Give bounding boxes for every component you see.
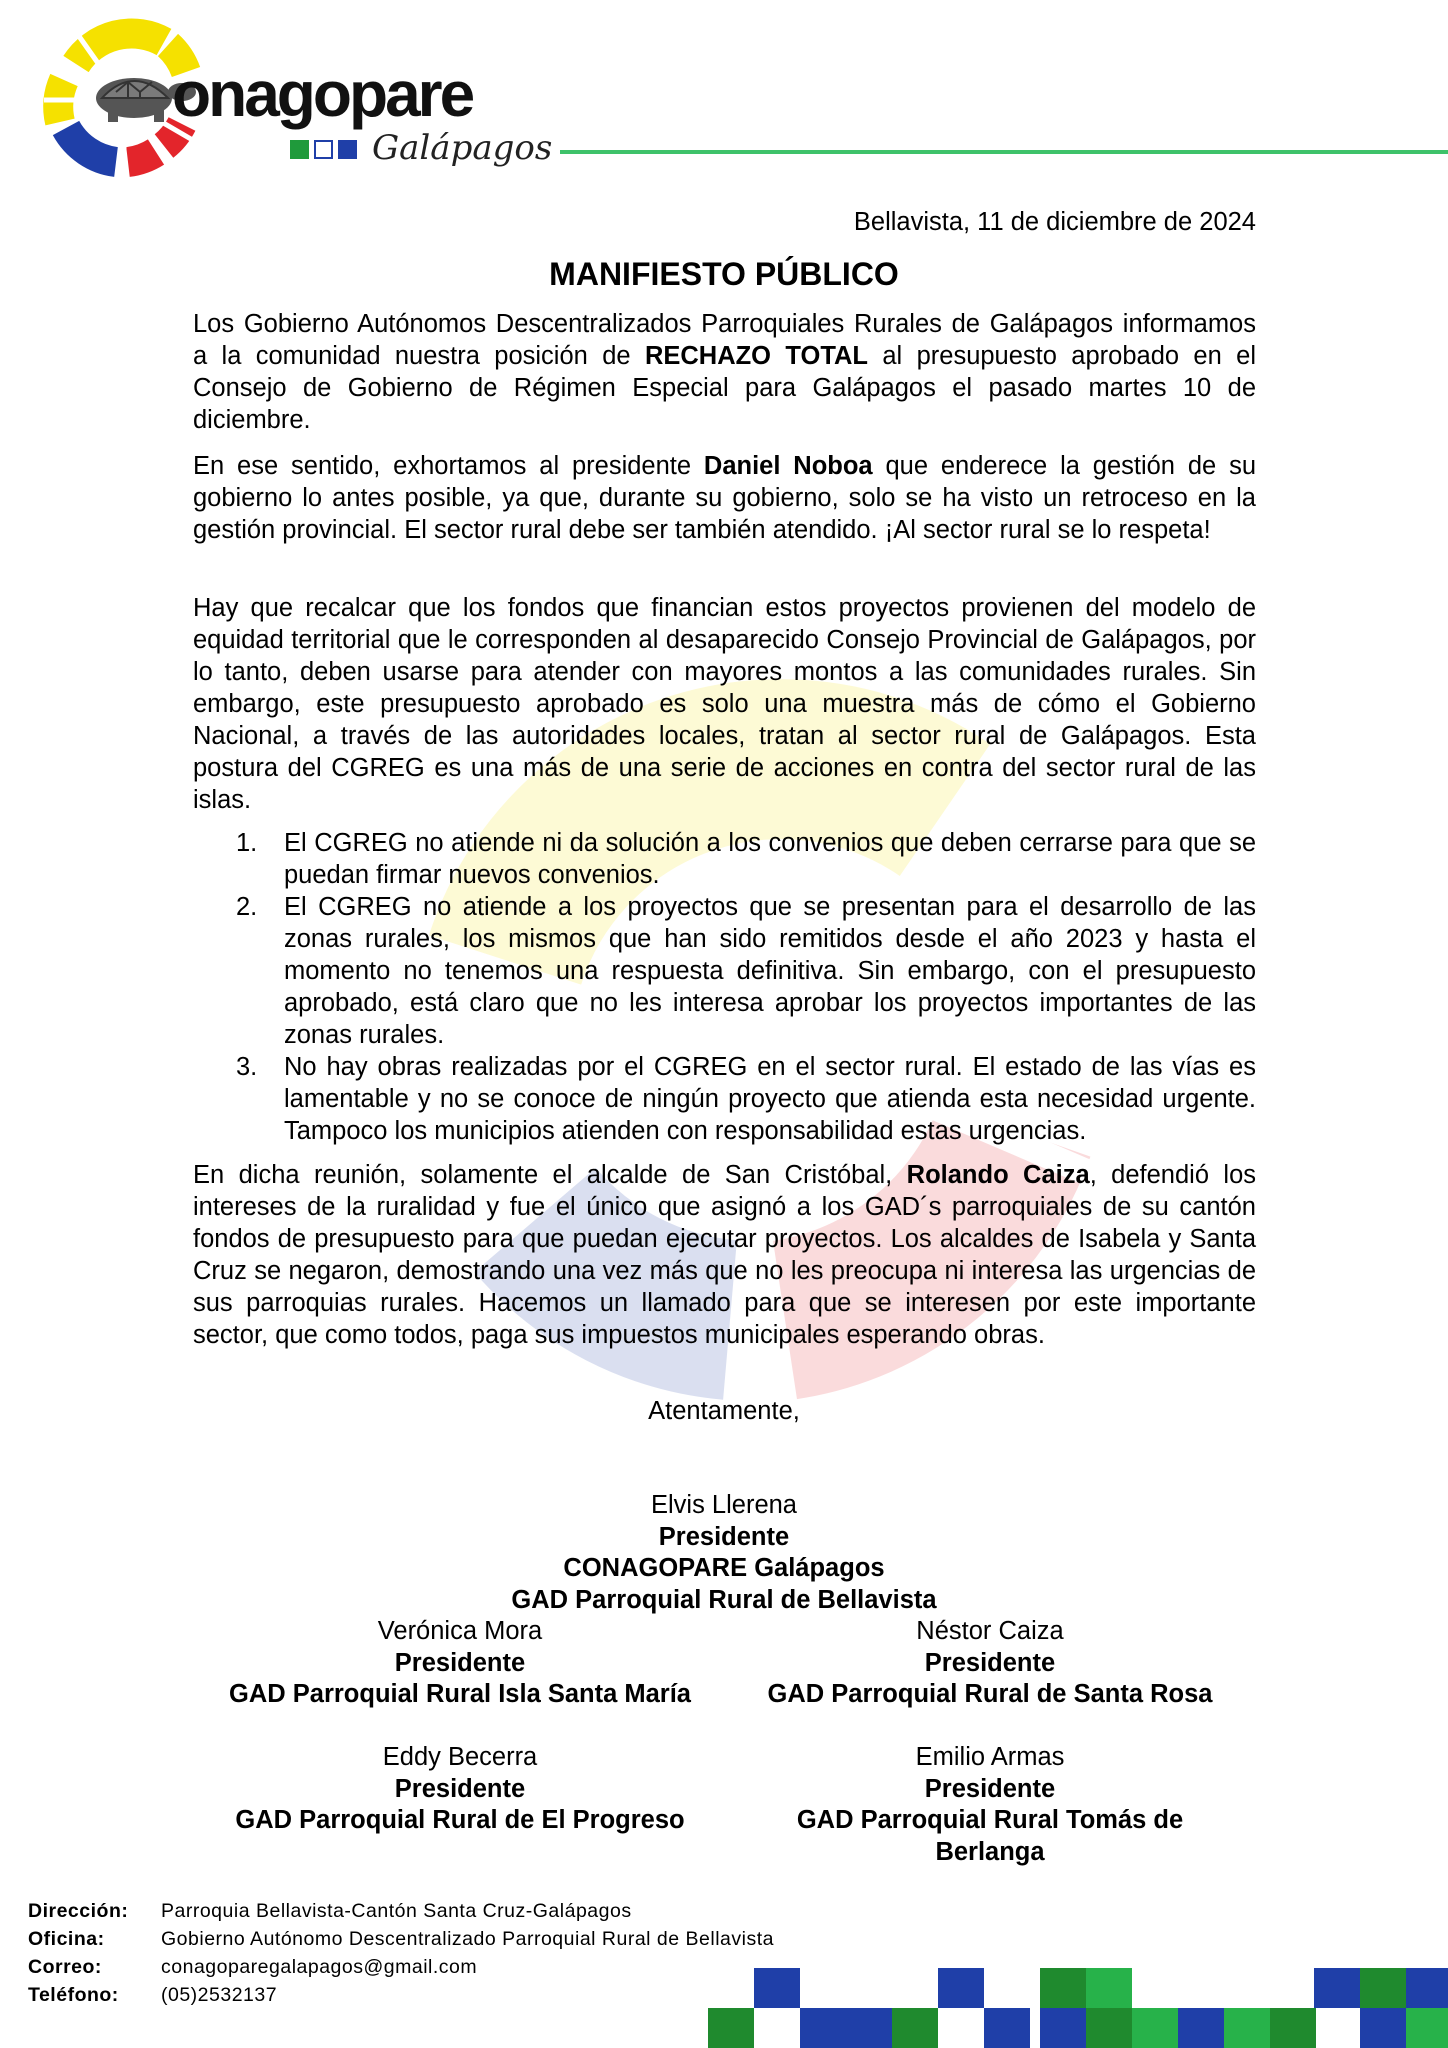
- header-divider: [560, 150, 1448, 154]
- list-item: 1. El CGREG no atiende ni da solución a los convenios que deben cerrarse para que se puedan firmar nuevos convenios.: [236, 829, 1256, 889]
- document-date: Bellavista, 11 de diciembre de 2024: [853, 208, 1256, 236]
- grievance-list: [236, 827, 1256, 1147]
- signature-block: Eddy Becerra Presidente GAD Parroquial Rural de El Progreso: [235, 1743, 685, 1834]
- paragraph-1: Los Gobierno Autónomos Descentralizados Parroquiales Rurales de Galápagos informamos a la comunidad nuestra posición de RECHAZO TOTAL al presupuesto aprobado en el Consejo de Gobierno de Régimen Especial para Galápagos el pasado martes 10 de diciembre.: [193, 310, 1256, 434]
- email-link: conagoparegalapagos@gmail.com: [161, 1956, 478, 1978]
- document-title: MANIFIESTO PÚBLICO: [549, 256, 899, 292]
- signature-block: Verónica Mora Presidente GAD Parroquial Rural Isla Santa María: [229, 1617, 691, 1708]
- logo-subtitle: Galápagos: [372, 128, 553, 168]
- logo-flag-squares: [290, 140, 362, 164]
- paragraph-2: En ese sentido, exhortamos al presidente Daniel Noboa que enderece la gestión de su gobierno lo antes posible, ya que, durante su gobierno, solo se ha visto un retroceso en la gestión provincial. El sector rural debe ser también atendido. ¡Al sector rural se lo respeta!: [193, 452, 1256, 544]
- list-item: 2. El CGREG no atiende a los proyectos que se presentan para el desarrollo de las zonas rurales, los mismos que han sido remitidos desde el año 2023 y hasta el momento no tenemos una respuesta definitiva. Sin embargo, con el presupuesto aprobado, está claro que no les interesa aprobar los proyectos importantes de las zonas rurales.: [236, 893, 1256, 1049]
- footer-pixel-pattern: [708, 1968, 1448, 2048]
- logo-wordmark: onagopare: [172, 58, 473, 130]
- paragraph-3: Hay que recalcar que los fondos que financian estos proyectos provienen del modelo de equidad territorial que le corresponden al desaparecido Consejo Provincial de Galápagos, por lo tanto, deben usarse para atender con mayores montos a las comunidades rurales. Sin embargo, este presupuesto aprobado es solo una muestra más de cómo el Gobierno Nacional, a través de las autoridades locales, tratan al sector rural de Galápagos. Esta postura del CGREG es una más de una serie de acciones en contra del sector rural de las islas.: [193, 594, 1256, 814]
- footer-contact: Dirección: Parroquia Bellavista-Cantón Santa Cruz-Galápagos Oficina: Gobierno Autónomo Descentralizado Parroquial Rural de Bellavista Correo: conagoparegalapagos@gmail.com Teléfono: (05)2532137: [28, 1900, 774, 2006]
- closing-salutation: Atentamente,: [648, 1397, 800, 1425]
- paragraph-4: En dicha reunión, solamente el alcalde de San Cristóbal, Rolando Caiza, defendió los intereses de la ruralidad y fue el único que asignó a los GAD´s parroquiales de su cantón fondos de presupuesto para que puedan ejecutar proyectos. Los alcaldes de Isabela y Santa Cruz se negaron, demostrando una vez más que no les preocupa ni interesa las urgencias de sus parroquias rurales. Hacemos un llamado para que se interesen por este importante sector, que como todos, paga sus impuestos municipales esperando obras.: [193, 1161, 1257, 1349]
- signature-block: Néstor Caiza Presidente GAD Parroquial Rural de Santa Rosa: [767, 1617, 1213, 1708]
- list-item: 3. No hay obras realizadas por el CGREG en el sector rural. El estado de las vías es lamentable y no se conoce de ningún proyecto que atienda esta necesidad urgente. Tampoco los municipios atienden con responsabilidad estas urgencias.: [236, 1053, 1256, 1145]
- signature-block: Emilio Armas Presidente GAD Parroquial Rural Tomás de Berlanga: [796, 1743, 1184, 1866]
- signature-block-main: Elvis Llerena Presidente CONAGOPARE Galápagos GAD Parroquial Rural de Bellavista: [511, 1491, 937, 1614]
